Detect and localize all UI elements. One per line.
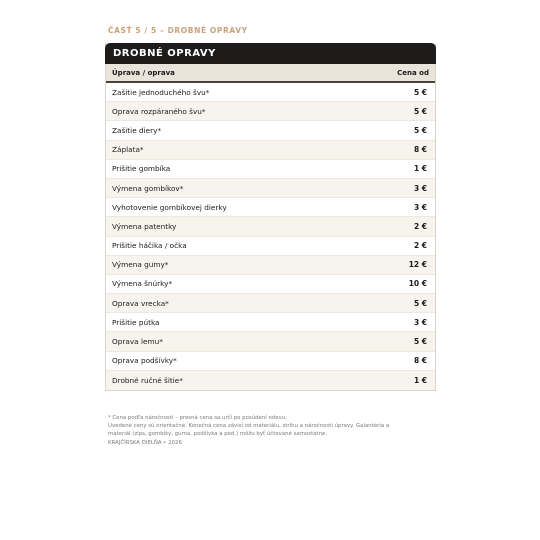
table-row [106,160,435,179]
row-item-label: Zašitie diery* [112,125,162,135]
footnote-material-note: materiál (zips, gombíky, guma, podšívka a pod.) môžu byť účtované samostatne. [108,431,328,438]
row-price: 1 € [413,164,427,174]
row-item-label: Výmena gumy* [112,260,169,270]
section-label: ČASŤ 5 / 5 – DROBNÉ OPRAVY [108,26,248,35]
row-item-label: Oprava vrecka* [112,298,169,308]
row-item-label: Drobné ručné šitie* [112,375,183,385]
table-row [106,332,435,351]
row-price: 3 € [413,183,427,193]
row-item-label: Oprava lemu* [112,337,163,347]
table-body [106,83,435,390]
row-price: 8 € [413,145,427,155]
row-price: 5 € [413,87,427,97]
row-price: 5 € [413,337,427,347]
table-row [106,237,435,256]
footnote-brand: KRAJČÍRSKA DIELŇA • 2026 [108,439,182,446]
row-price: 2 € [413,241,427,251]
table-row [106,102,435,121]
table-row [106,256,435,275]
row-price: 3 € [413,317,427,327]
row-price: 10 € [408,279,427,289]
row-price: 2 € [413,221,427,231]
table-row [106,275,435,294]
table-row [106,121,435,140]
table-row [106,313,435,332]
table-row [106,179,435,198]
table-row [106,217,435,236]
price-table [105,43,436,391]
row-item-label: Vyhotovenie gombíkovej dierky [112,202,227,212]
table-title: DROBNÉ OPRAVY [105,43,436,64]
header-item-label: Úprava / oprava [112,68,175,77]
row-price: 5 € [413,106,427,116]
row-item-label: Prišitie gombíka [112,164,171,174]
row-item-label: Výmena šnúrky* [112,279,173,289]
table-row [106,141,435,160]
row-price: 3 € [413,202,427,212]
row-item-label: Oprava podšívky* [112,356,177,366]
row-item-label: Prišitie háčika / očka [112,241,187,251]
row-price: 5 € [413,125,427,135]
row-price: 1 € [413,375,427,385]
row-item-label: Záplata* [112,145,144,155]
table-row [106,294,435,313]
footnote-asterisk-note: * Cena podľa náročnosti – presná cena sa určí po posúdení odevu. [108,415,287,421]
table-row [106,352,435,371]
row-item-label: Zašitie jednoduchého švu* [112,87,210,97]
row-price: 8 € [413,356,427,366]
table-row [106,371,435,390]
table-row [106,83,435,102]
row-item-label: Výmena patentky [112,221,177,231]
row-item-label: Výmena gombíkov* [112,183,184,193]
table-row [106,198,435,217]
header-price-label: Cena od [397,68,429,77]
table-header [106,64,435,83]
row-item-label: Prišitie pútka [112,317,160,327]
row-price: 12 € [408,260,427,270]
row-price: 5 € [413,298,427,308]
footnote-price-note: Uvedené ceny sú orientačné. Konečná cena závisí od materiálu, strihu a náročnosti úpravy. Galantéria a [108,423,390,430]
row-item-label: Oprava rozpáraného švu* [112,106,206,116]
footnote [108,414,408,447]
